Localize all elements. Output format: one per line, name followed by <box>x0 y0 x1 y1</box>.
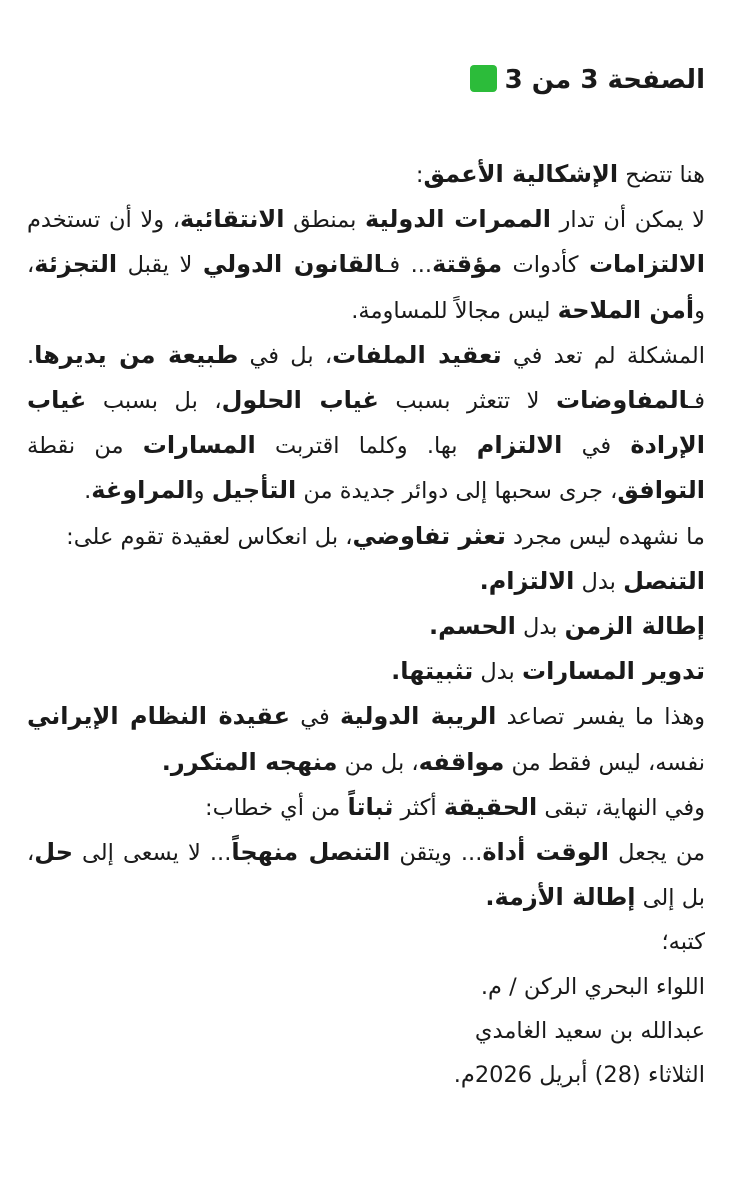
bold-phrase: الالتزام <box>488 566 575 595</box>
bold-phrase: التنصل <box>623 566 705 595</box>
bold-phrase: الإشكالية الأعمق <box>423 160 619 188</box>
text-run: ، و <box>27 252 705 324</box>
text-run: لا تتعثر بسبب <box>378 388 556 415</box>
bold-phrase: تعثر تفاوضي <box>352 521 506 550</box>
text-run: هنا تتضح <box>618 162 705 188</box>
text-run: ، ولا أن تستخدم <box>27 207 180 234</box>
list-item <box>27 649 705 694</box>
text-run: نفسه، ليس فقط من <box>504 749 705 776</box>
text-run: بها. وكلما اقتربت <box>255 433 477 460</box>
text-run: ... لا يسعى إلى <box>72 840 232 867</box>
paragraph-6 <box>27 830 705 920</box>
article-body <box>27 152 705 1097</box>
text-run: المشكلة لم تعد في <box>501 342 706 369</box>
bold-phrase: ثباتاً <box>347 792 394 821</box>
bold-phrase: مؤقتة <box>432 250 503 279</box>
bold-phrase: حل <box>34 838 73 867</box>
text-run: ، جرى سحبها إلى دوائر جديدة من <box>296 478 618 505</box>
list-item <box>27 604 705 649</box>
paragraph-4 <box>27 694 705 784</box>
intro-line <box>27 152 705 197</box>
bold-phrase: الريبة الدولية <box>339 702 497 731</box>
green-square-icon <box>470 65 497 92</box>
text-run: ، بل بسبب <box>86 388 222 415</box>
bold-phrase: إطالة الزمن <box>564 612 705 641</box>
paragraph-2 <box>27 333 705 514</box>
bold-punctuation: . <box>485 883 495 912</box>
bold-phrase: عقيدة النظام الإيراني <box>27 702 290 731</box>
bold-phrase: الوقت أداة <box>482 838 609 867</box>
bold-phrase: التنصل منهجاً <box>231 838 391 867</box>
bold-phrase: الالتزامات <box>588 250 705 279</box>
bold-punctuation: . <box>428 612 439 641</box>
text-run: كأدوات <box>502 252 589 279</box>
signature-rank: اللواء البحري الركن / م. <box>480 973 705 1000</box>
bold-phrase: غياب الحلول <box>221 386 379 415</box>
paragraph-5 <box>27 785 705 830</box>
text-run: من يجعل <box>609 840 705 867</box>
text-run: ... فـ <box>382 252 433 279</box>
text-run: ليس مجالاً للمساومة. <box>351 297 558 324</box>
bold-phrase: تعقيد الملفات <box>332 340 502 369</box>
paragraph-3 <box>27 514 705 559</box>
bold-phrase: القانون الدولي <box>202 250 383 279</box>
text-run: ، بل في <box>238 342 333 369</box>
bold-phrase: طبيعة من يديرها <box>34 340 239 369</box>
bold-phrase: المراوغة <box>91 476 194 505</box>
text-run: لا يقبل <box>117 252 203 279</box>
text-run: ما نشهده ليس مجرد <box>505 523 705 550</box>
text-run: بدل <box>515 614 565 641</box>
text-run: : <box>415 162 424 188</box>
bold-phrase: الانتقائية <box>179 205 285 234</box>
bold-phrase: إطالة الأزمة <box>494 883 636 912</box>
signature-date: الثلاثاء (28) أبريل 2026م. <box>453 1062 705 1089</box>
signature-written-by: كتبه؛ <box>661 929 705 956</box>
bold-phrase: أمن الملاحة <box>557 295 695 324</box>
bold-punctuation: . <box>479 566 489 595</box>
text-run: ، بل انعكاس لعقيدة تقوم على: <box>66 523 353 550</box>
list-item <box>27 559 705 604</box>
page-indicator <box>27 52 705 108</box>
bold-phrase: المفاوضات <box>556 386 688 415</box>
page-indicator-text: الصفحة 3 من 3 <box>504 65 705 95</box>
text-run: في <box>289 704 340 731</box>
bold-phrase: تدوير المسارات <box>521 657 705 686</box>
text-run: بدل <box>473 659 522 686</box>
bold-phrase: تثبيتها <box>400 657 474 686</box>
text-run: ... ويتقن <box>390 840 483 867</box>
text-run: وفي النهاية، تبقى <box>537 794 705 821</box>
bold-phrase: المسارات <box>142 431 256 460</box>
text-run: في <box>562 433 631 460</box>
bold-phrase: التوافق <box>617 476 705 505</box>
bold-phrase: الالتزام <box>476 431 563 460</box>
text-run: . <box>84 478 92 505</box>
text-run: أكثر <box>393 794 444 821</box>
document-page <box>27 52 705 1097</box>
text-run: لا يمكن أن تدار <box>550 207 705 234</box>
bold-phrase: التجزئة <box>34 250 118 279</box>
bold-phrase: غياب الإرادة <box>27 386 705 460</box>
bold-punctuation: . <box>391 657 401 686</box>
blank-line <box>27 108 705 152</box>
bold-phrase: الممرات الدولية <box>365 205 551 234</box>
signature-name: عبدالله بن سعيد الغامدي <box>474 1017 705 1044</box>
bold-phrase: التأجيل <box>211 476 297 505</box>
text-run: بمنطق <box>284 207 366 234</box>
text-run: ، بل من <box>337 749 419 776</box>
bold-phrase: الحقيقة <box>443 792 538 821</box>
text-run: من نقطة <box>27 433 143 460</box>
paragraph-1 <box>27 197 705 333</box>
bold-punctuation: . <box>161 747 171 776</box>
text-run: و <box>193 478 212 505</box>
bold-phrase: مواقفه <box>418 747 505 776</box>
bold-phrase: الحسم <box>438 612 516 641</box>
text-run: بدل <box>574 568 624 595</box>
text-run: ، بل إلى <box>27 840 705 912</box>
text-run: من أي خطاب: <box>205 794 348 821</box>
text-run: . فـ <box>27 342 705 415</box>
text-run: وهذا ما يفسر تصاعد <box>496 704 705 731</box>
bold-phrase: منهجه المتكرر <box>170 747 338 776</box>
